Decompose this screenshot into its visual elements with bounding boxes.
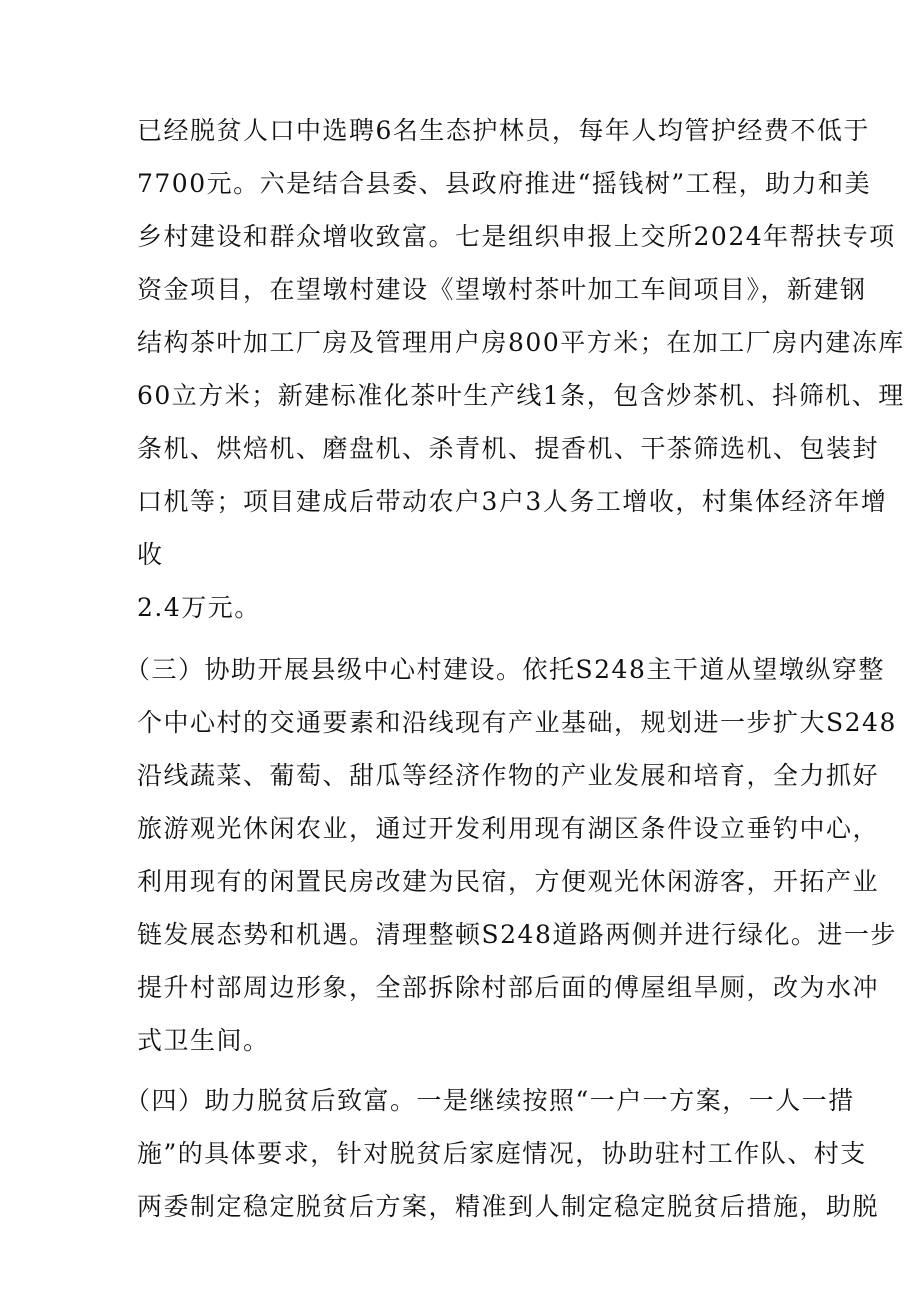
text-line: 乡村建设和群众增收致富。七是组织申报上交所2024年帮扶专项 xyxy=(137,222,896,251)
text-line: 口机等；项目建成后带动农户3户3人务工增收，村集体经济年增 xyxy=(137,487,888,516)
text-line: 利用现有的闲置民房改建为民宿，方便观光休闲游客，开拓产业 xyxy=(137,867,880,896)
text-line: 7700元。六是结合县委、县政府推进“摇钱树”工程，助力和美 xyxy=(137,169,872,198)
text-line: 收 xyxy=(137,540,164,569)
text-line: 资金项目，在望墩村建设《望墩村茶叶加工车间项目》，新建钢 xyxy=(137,275,867,304)
text-line: 两委制定稳定脱贫后方案，精准到人制定稳定脱贫后措施，助脱 xyxy=(137,1192,880,1221)
section-heading-line: （三）协助开展县级中心村建设。依托S248主干道从望墩纵穿整 xyxy=(125,655,885,684)
text-line: 施”的具体要求，针对脱贫后家庭情况，协助驻村工作队、村支 xyxy=(137,1139,867,1168)
text-line: 提升村部周边形象，全部拆除村部后面的傅屋组旱厕，改为水冲 xyxy=(137,973,880,1002)
text-line: 60立方米；新建标准化茶叶生产线1条，包含炒茶机、抖筛机、理 xyxy=(137,381,905,410)
text-line: 沿线蔬菜、葡萄、甜瓜等经济作物的产业发展和培育，全力抓好 xyxy=(137,761,880,790)
section-heading-line: （四）助力脱贫后致富。一是继续按照“一户一方案，一人一措 xyxy=(125,1086,855,1115)
text-line: 链发展态势和机遇。清理整顿S248道路两侧并进行绿化。进一步 xyxy=(137,920,897,949)
text-line: 结构茶叶加工厂房及管理用户房800平方米；在加工厂房内建冻库 xyxy=(137,328,905,357)
text-line: 已经脱贫人口中选聘6名生态护林员，每年人均管护经费不低于 xyxy=(137,116,870,145)
text-line: 式卫生间。 xyxy=(137,1026,270,1055)
text-line: 旅游观光休闲农业，通过开发利用现有湖区条件设立垂钓中心， xyxy=(137,814,880,843)
text-line: 2.4万元。 xyxy=(137,593,261,622)
text-line: 个中心村的交通要素和沿线现有产业基础，规划进一步扩大S248 xyxy=(137,708,897,737)
text-line: 条机、烘焙机、磨盘机、杀青机、提香机、干茶筛选机、包装封 xyxy=(137,434,880,463)
